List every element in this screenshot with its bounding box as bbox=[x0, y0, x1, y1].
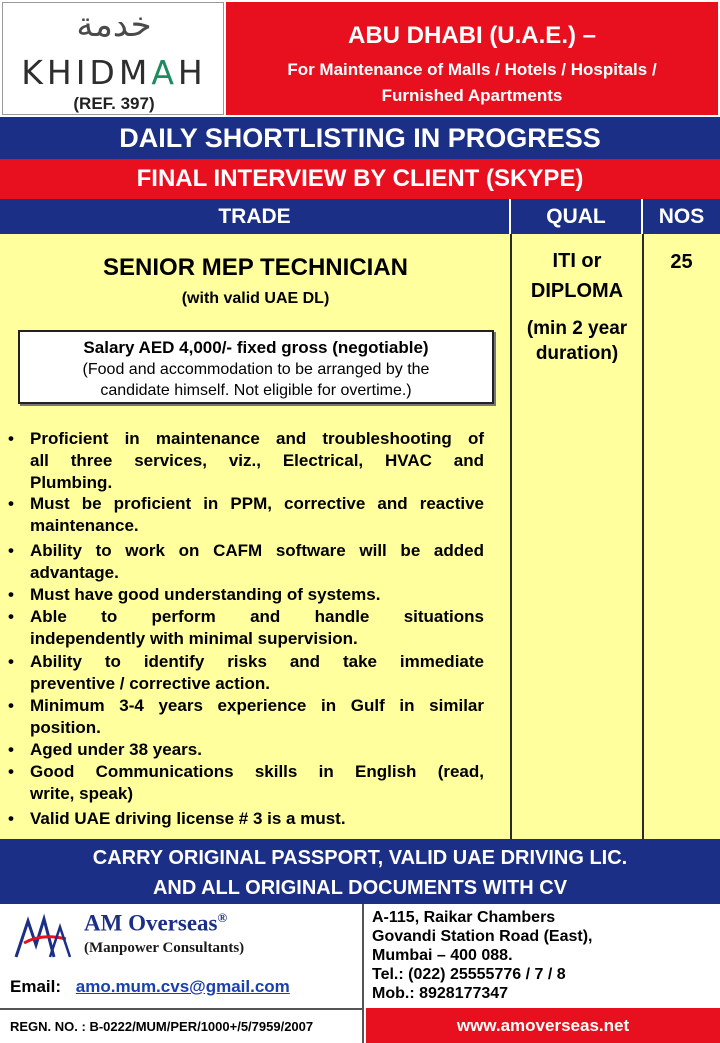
requirement-line: Must be proficient in PPM, corrective and reactive bbox=[30, 494, 484, 513]
khidmah-logo bbox=[2, 2, 224, 115]
requirement-bullet bbox=[8, 695, 484, 739]
requirement-line: Plumbing. bbox=[30, 473, 113, 492]
address-line: A-115, Raikar Chambers bbox=[372, 909, 556, 926]
header-location-panel bbox=[226, 2, 718, 115]
bullet-dot-icon: • bbox=[8, 762, 14, 781]
header bbox=[0, 0, 720, 117]
logo-arabic-text: خدمة bbox=[76, 5, 152, 45]
agency-name: AM Overseas® bbox=[84, 910, 228, 936]
agency-subtitle: (Manpower Consultants) bbox=[84, 940, 245, 956]
column-header-trade: TRADE bbox=[0, 199, 511, 234]
bullet-dot-icon: • bbox=[8, 494, 14, 513]
requirement-line: maintenance. bbox=[30, 516, 139, 535]
header-city: ABU DHABI (U.A.E.) – bbox=[347, 22, 596, 49]
telephone: Tel.: (022) 25555776 / 7 / 8 bbox=[372, 966, 566, 983]
requirement-line: write, speak) bbox=[30, 784, 133, 803]
bullet-dot-icon: • bbox=[8, 740, 14, 759]
salary-amount: Salary AED 4,000/- fixed gross (negotiable) bbox=[83, 338, 429, 357]
email-label: Email: bbox=[10, 977, 62, 996]
salary-note-line-1: (Food and accommodation to be arranged by the bbox=[82, 361, 430, 378]
website-link[interactable]: www.amoverseas.net bbox=[366, 1008, 720, 1043]
documents-line-2: AND ALL ORIGINAL DOCUMENTS WITH CV bbox=[152, 877, 568, 899]
address-line: Mumbai – 400 088. bbox=[372, 947, 513, 964]
requirement-bullet bbox=[8, 739, 484, 761]
documents-line-1: CARRY ORIGINAL PASSPORT, VALID UAE DRIVING LIC. bbox=[92, 847, 628, 869]
requirement-bullet bbox=[8, 761, 484, 805]
column-header-qual: QUAL bbox=[511, 199, 643, 234]
agency-address bbox=[372, 908, 718, 1003]
requirement-line: Must have good understanding of systems. bbox=[30, 585, 381, 604]
column-header-nos: NOS bbox=[643, 199, 720, 234]
qualification-line: (min 2 year bbox=[526, 318, 628, 339]
am-overseas-logo-icon bbox=[14, 913, 72, 963]
requirement-line: Good Communications skills in English (read, bbox=[30, 762, 484, 781]
qualification-line: ITI or bbox=[552, 250, 602, 272]
email-link[interactable]: amo.mum.cvs@gmail.com bbox=[75, 977, 290, 996]
bullet-dot-icon: • bbox=[8, 429, 14, 448]
number-of-positions: 25 bbox=[670, 251, 693, 273]
requirement-line: Valid UAE driving license # 3 is a must. bbox=[30, 809, 346, 828]
registration-number: REGN. NO. : B-0222/MUM/PER/1000+/5/7959/2007 bbox=[0, 1008, 364, 1043]
address-line: Govandi Station Road (East), bbox=[372, 928, 593, 945]
requirement-bullet bbox=[8, 651, 484, 695]
logo-latin-text: KHIDMAH bbox=[21, 53, 207, 92]
salary-note-line-2: candidate himself. Not eligible for overtime.) bbox=[100, 382, 412, 399]
requirement-line: position. bbox=[30, 718, 101, 737]
requirement-line: advantage. bbox=[30, 563, 119, 582]
job-title: SENIOR MEP TECHNICIAN bbox=[103, 254, 408, 281]
bullet-dot-icon: • bbox=[8, 607, 14, 626]
email-row bbox=[10, 977, 290, 997]
requirement-line: Ability to work on CAFM software will be added bbox=[30, 541, 484, 560]
documents-banner bbox=[0, 839, 720, 904]
qualification-line: duration) bbox=[535, 343, 619, 364]
requirement-bullet bbox=[8, 493, 484, 537]
job-requirement-note: (with valid UAE DL) bbox=[181, 290, 330, 307]
requirement-line: Ability to identify risks and take immediate bbox=[30, 652, 484, 671]
requirement-bullet bbox=[8, 606, 484, 650]
interview-banner: FINAL INTERVIEW BY CLIENT (SKYPE) bbox=[0, 159, 720, 199]
requirement-bullet bbox=[8, 808, 484, 830]
requirement-bullet bbox=[8, 428, 484, 494]
requirement-line: independently with minimal supervision. bbox=[30, 629, 358, 648]
requirement-line: Proficient in maintenance and troubleshooting of bbox=[30, 429, 484, 448]
shortlisting-banner: DAILY SHORTLISTING IN PROGRESS bbox=[0, 117, 720, 159]
requirement-line: all three services, viz., Electrical, HVAC and bbox=[30, 451, 484, 470]
mobile: Mob.: 8928177347 bbox=[372, 985, 509, 1002]
requirement-bullet bbox=[8, 540, 484, 584]
salary-box bbox=[18, 330, 494, 404]
bullet-dot-icon: • bbox=[8, 541, 14, 560]
qualification-line: DIPLOMA bbox=[530, 280, 624, 302]
bullet-dot-icon: • bbox=[8, 652, 14, 671]
bullet-dot-icon: • bbox=[8, 696, 14, 715]
requirement-line: preventive / corrective action. bbox=[30, 674, 270, 693]
requirement-line: Minimum 3-4 years experience in Gulf in similar bbox=[30, 696, 484, 715]
reference-number: (REF. 397) bbox=[73, 94, 155, 113]
requirement-bullet bbox=[8, 584, 484, 606]
requirement-line: Able to perform and handle situations bbox=[30, 607, 484, 626]
header-scope-line-2: Furnished Apartments bbox=[381, 86, 563, 105]
bullet-dot-icon: • bbox=[8, 585, 14, 604]
header-scope-line-1: For Maintenance of Malls / Hotels / Hospitals / bbox=[287, 60, 657, 79]
requirement-line: Aged under 38 years. bbox=[30, 740, 202, 759]
bullet-dot-icon: • bbox=[8, 809, 14, 828]
